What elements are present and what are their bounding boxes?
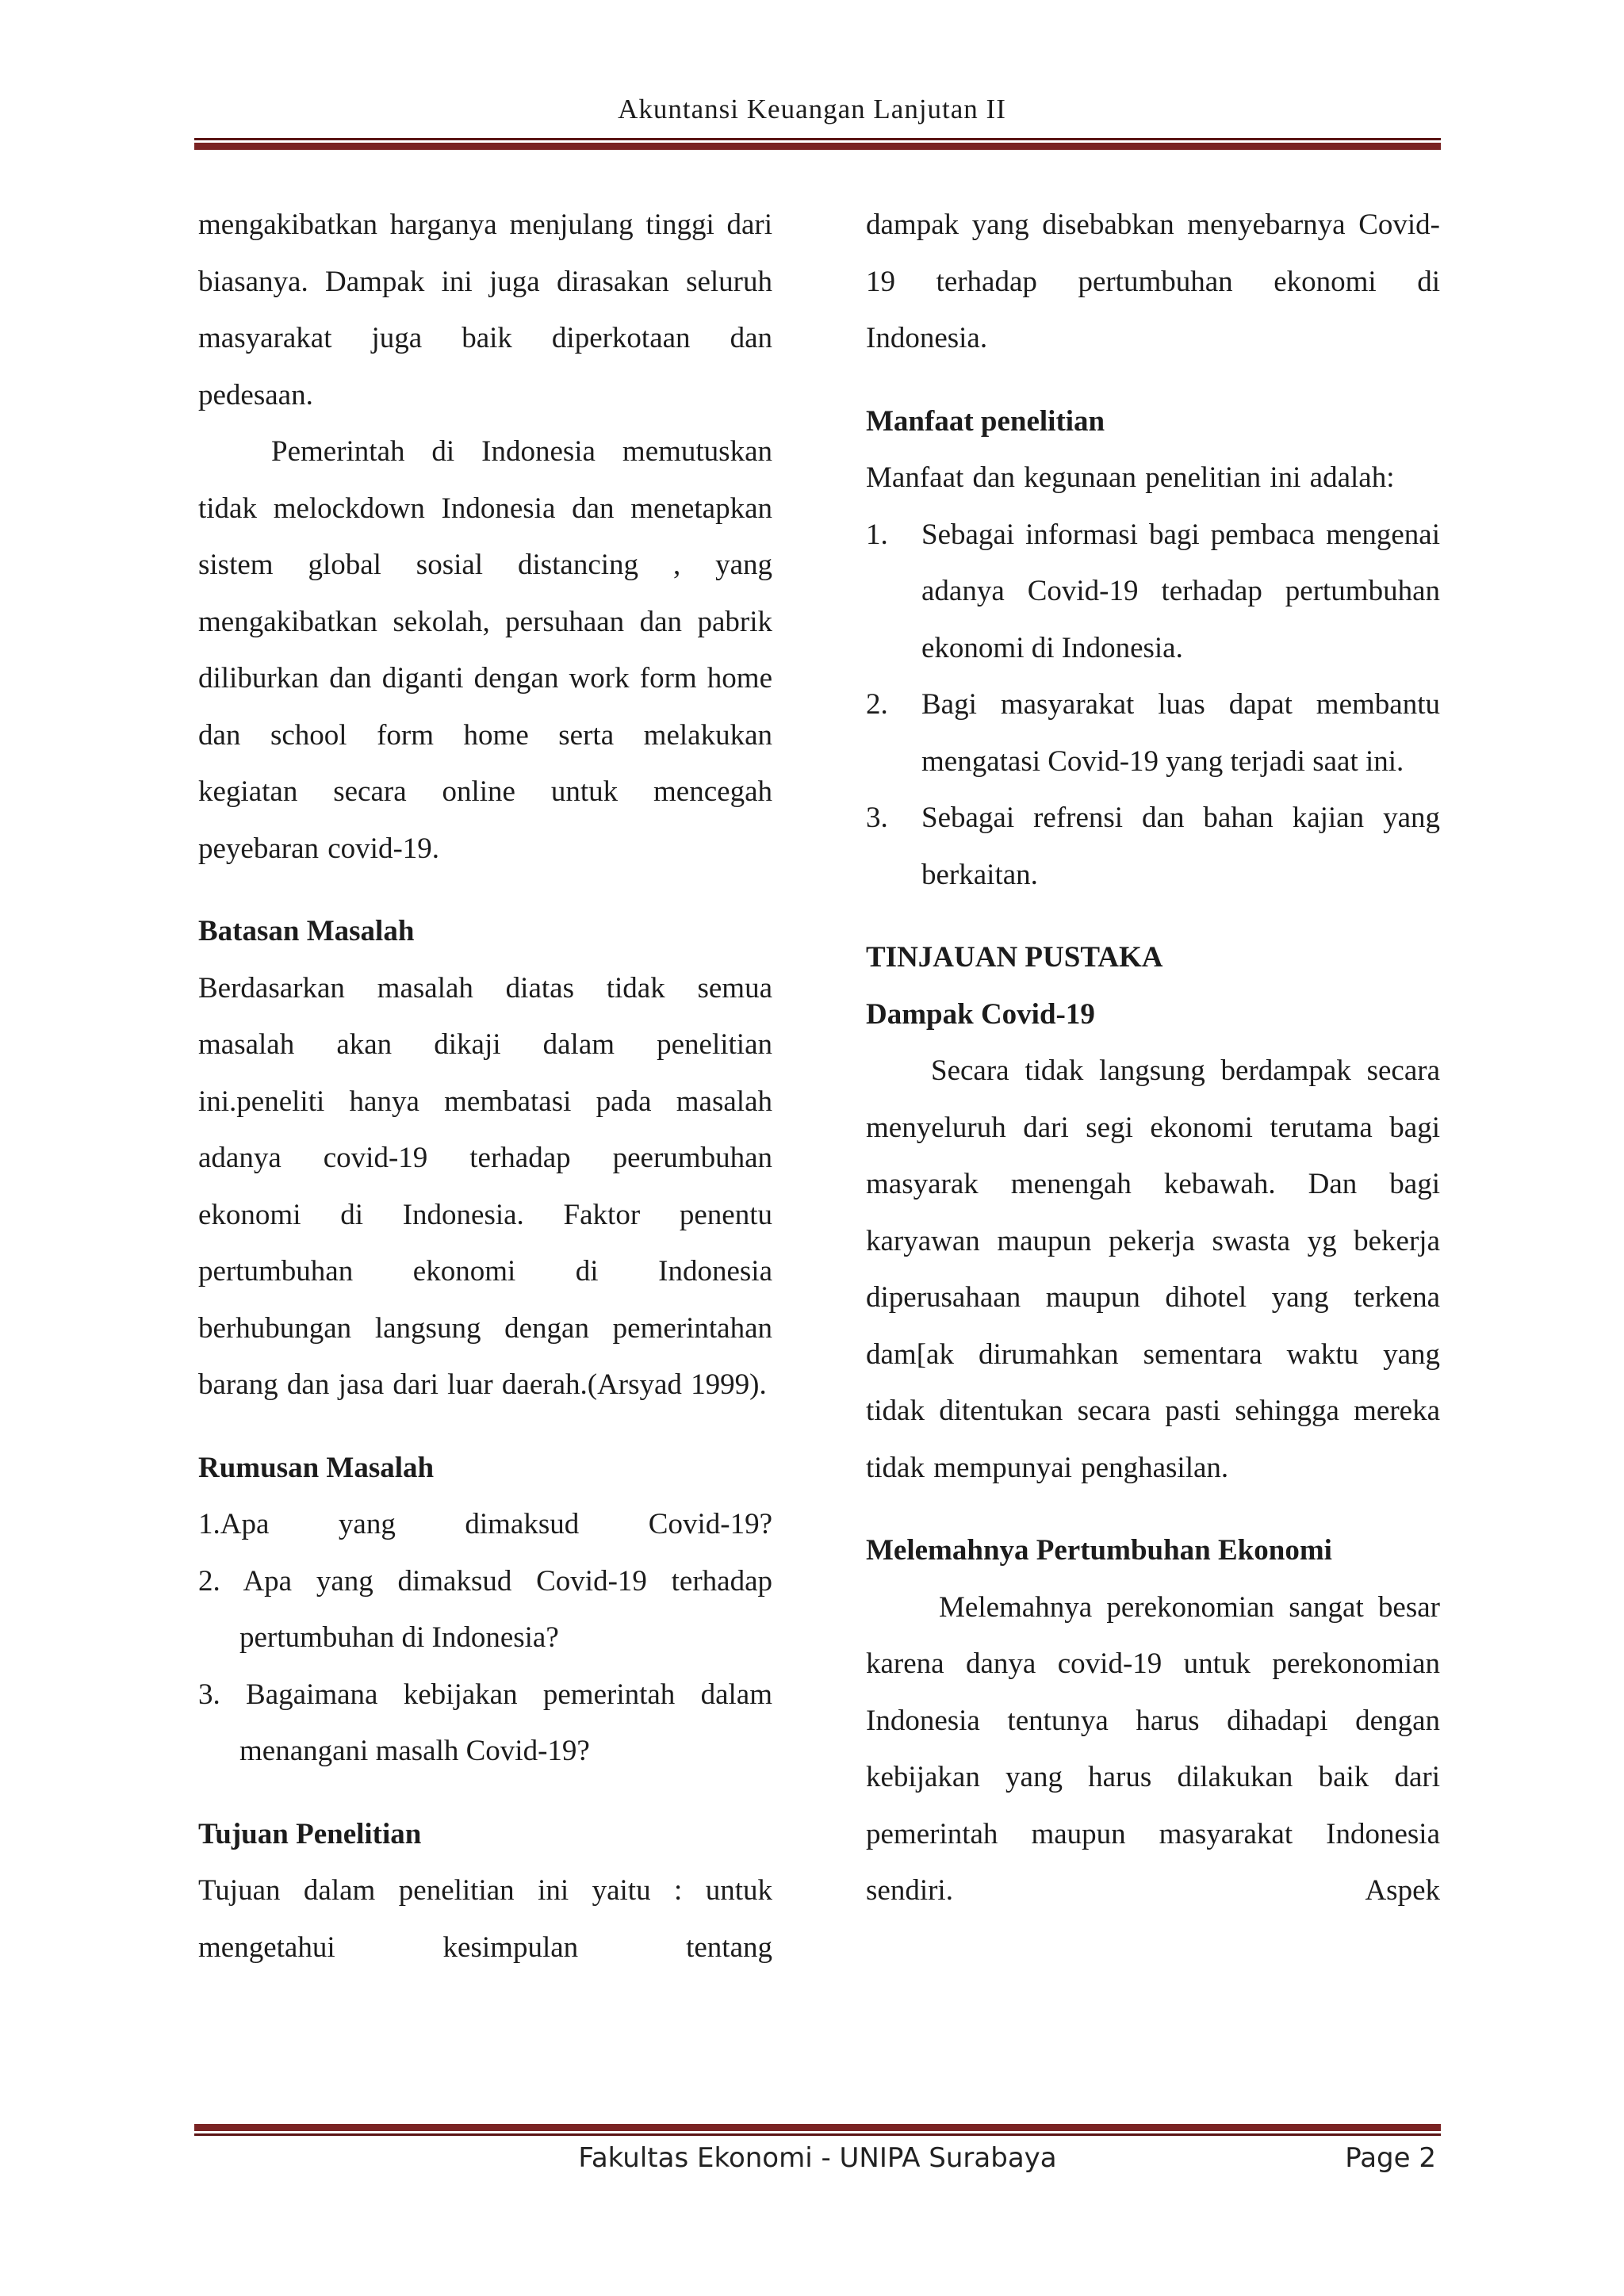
list-item: 3. Bagaimana kebijakan pemerintah dalam menangani masalh Covid-19? bbox=[198, 1678, 772, 1767]
paragraph: Melemahnya perekonomian sangat besar karena danya covid-19 untuk perekonomian Indonesia tentunya harus dihadapi dengan kebijakan yang harus dilakukan baik dari pemerintah maupun masyarakat Indonesia sendiri. Aspek bbox=[866, 1590, 1440, 1907]
page-footer bbox=[194, 2142, 1441, 2182]
paragraph: Secara tidak langsung berdampak secara menyeluruh dari segi ekonomi terutama bagi masyarak menengah kebawah. Dan bagi karyawan maupun pekerja swasta yg bekerja diperusahaan maupun dihotel yang terkena dam[ak dirumahkan sementara waktu yang tidak ditentukan secara pasti sehingga mereka tidak mempunyai penghasilan. bbox=[866, 1054, 1440, 1484]
left-column bbox=[198, 197, 772, 1976]
list-item: 2. Bagi masyarakat luas dapat membantu mengatasi Covid-19 yang terjadi saat ini. bbox=[866, 688, 1440, 778]
section-heading: Tujuan Penelitian bbox=[198, 1817, 422, 1850]
list-item: 1. Sebagai informasi bagi pembaca mengenai adanya Covid-19 terhadap pertumbuhan ekonomi di Indonesia. bbox=[866, 518, 1440, 664]
list-item: 3. Sebagai refrensi dan bahan kajian yang berkaitan. bbox=[866, 802, 1440, 891]
right-column bbox=[866, 197, 1440, 1919]
page-number: Page 2 bbox=[1345, 2142, 1436, 2174]
paragraph: dampak yang disebabkan menyebarnya Covid-19 terhadap pertumbuhan ekonomi di Indonesia. bbox=[866, 209, 1440, 354]
section-heading: Manfaat penelitian bbox=[866, 404, 1105, 438]
list-item: 2. Apa yang dimaksud Covid-19 terhadap pertumbuhan di Indonesia? bbox=[198, 1564, 772, 1654]
subsection-heading: Melemahnya Pertumbuhan Ekonomi bbox=[866, 1534, 1332, 1567]
footer-rule bbox=[194, 2124, 1441, 2136]
subsection-heading: Dampak Covid-19 bbox=[866, 997, 1095, 1031]
paragraph: Tujuan dalam penelitian ini yaitu : untuk mengetahui kesimpulan tentang bbox=[198, 1874, 772, 1964]
paragraph: Manfaat dan kegunaan penelitian ini adalah: bbox=[866, 461, 1395, 494]
footer-institution: Fakultas Ekonomi - UNIPA Surabaya bbox=[578, 2142, 1057, 2174]
paragraph: Berdasarkan masalah diatas tidak semua masalah akan dikaji dalam penelitian ini.peneliti hanya membatasi pada masalah adanya covid-19 terhadap peerumbuhan ekonomi di Indonesia. Faktor penentu pertumbuhan ekonomi di Indonesia berhubungan langsung dengan pemerintahan barang dan jasa dari luar daerah.(Arsyad 1999). bbox=[198, 971, 772, 1401]
section-heading: TINJAUAN PUSTAKA bbox=[866, 941, 1163, 974]
header-rule bbox=[194, 138, 1441, 150]
paragraph: mengakibatkan harganya menjulang tinggi dari biasanya. Dampak ini juga dirasakan seluruh masyarakat juga baik diperkotaan dan pedesaan. bbox=[198, 209, 772, 411]
section-heading: Batasan Masalah bbox=[198, 915, 415, 947]
section-heading: Rumusan Masalah bbox=[198, 1451, 435, 1484]
paragraph: Pemerintah di Indonesia memutuskan tidak melockdown Indonesia dan menetapkan sistem global sosial distancing , yang mengakibatkan sekolah, persuhaan dan pabrik diliburkan dan diganti dengan work form home dan school form home serta melakukan kegiatan secara online untuk mencegah peyebaran covid-19. bbox=[198, 435, 772, 865]
list-item: 1.Apa yang dimaksud Covid-19? bbox=[198, 1508, 772, 1540]
running-header: Akuntansi Keuangan Lanjutan II bbox=[618, 94, 1006, 124]
